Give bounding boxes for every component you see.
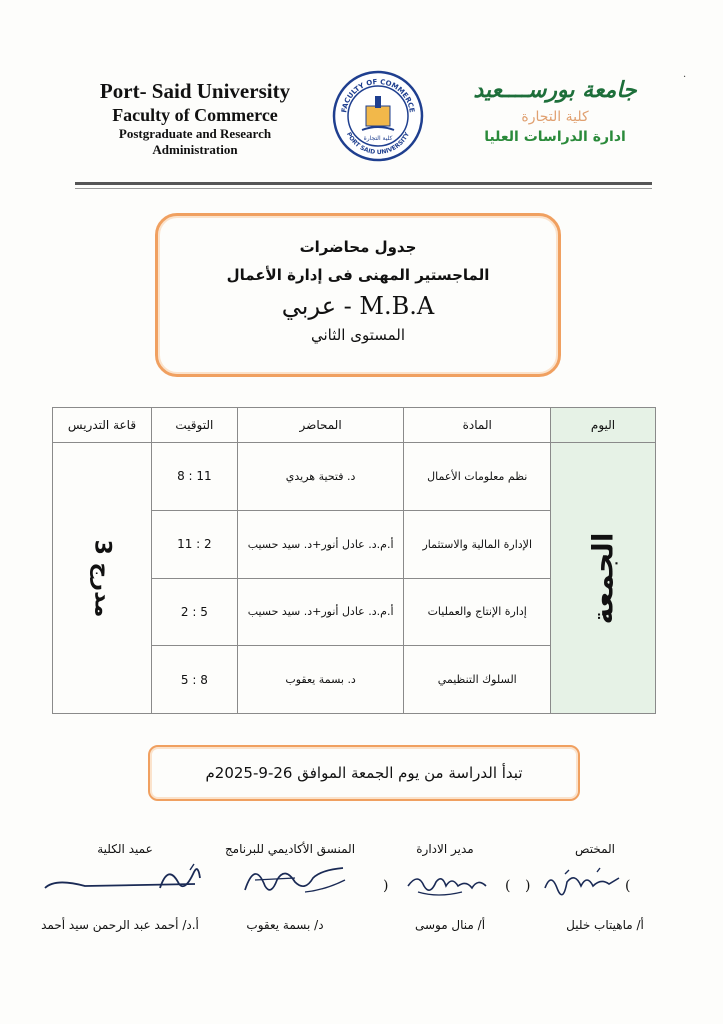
time-cell: 11 : 2 [151, 510, 237, 578]
room-cell [53, 443, 152, 714]
seal-top-text: FACULTY OF COMMERCE [340, 77, 416, 114]
specialist-signature [535, 862, 635, 906]
time-cell: 2 : 5 [151, 578, 237, 646]
paren-open: ) [525, 878, 531, 894]
title-line-4: المستوى الثاني [310, 326, 406, 344]
director-signature [400, 862, 500, 906]
admin-line1-en: Postgraduate and Research [118, 126, 272, 141]
header-room: قاعة التدريس [53, 408, 152, 443]
header-lecturer: المحاضر [237, 408, 404, 443]
lecturer-cell: أ.م.د. عادل أنور+د. سيد حسيب [237, 510, 404, 578]
paren-open: ) [383, 878, 389, 894]
subject-cell: إدارة الإنتاج والعمليات [404, 578, 551, 646]
schedule-title-box [155, 213, 561, 377]
coordinator-name: د/ بسمة يعقوب [246, 918, 324, 932]
faculty-name-en: Faculty of Commerce [112, 105, 278, 125]
header-divider [75, 182, 652, 185]
coordinator-title: المنسق الأكاديمي للبرنامج [224, 842, 356, 856]
specialist-name: أ/ ماهيتاب خليل [566, 918, 644, 932]
admin-line2-en: Administration [152, 142, 238, 157]
dean-name: أ.د/ أحمد عبد الرحمن سيد أحمد [41, 918, 199, 932]
seal-center-text: كلية التجارة [363, 135, 393, 142]
paren-close: ( [505, 878, 511, 894]
faculty-seal-logo [332, 70, 424, 162]
lecturer-cell: أ.م.د. عادل أنور+د. سيد حسيب [237, 578, 404, 646]
corner-mark: · [683, 72, 687, 83]
title-line-2: الماجستير المهنى فى إدارة الأعمال [226, 266, 490, 284]
room-label: مدرج 3 [89, 539, 115, 617]
schedule-table [52, 407, 656, 714]
title-line-3: M.B.A - عربي [281, 292, 435, 320]
day-label: الجمعة [586, 532, 620, 624]
director-name: أ/ منال موسى [414, 918, 486, 932]
university-name-ar: جامعة بورســــعيد [473, 78, 637, 103]
table-header-row [53, 408, 656, 443]
seal-bottom-text: PORT SAID UNIVERSITY [344, 131, 412, 157]
time-cell: 5 : 8 [151, 646, 237, 714]
subject-cell: الإدارة المالية والاستثمار [404, 510, 551, 578]
lecturer-cell: د. فتحية هريدي [237, 443, 404, 511]
coordinator-signature [235, 858, 355, 906]
lecturer-cell: د. بسمة يعقوب [237, 646, 404, 714]
header-time: التوقيت [151, 408, 237, 443]
dean-title: عميد الكلية [97, 842, 153, 856]
specialist-title: المختص [575, 842, 615, 856]
header-arabic-block [440, 78, 670, 145]
header-day: اليوم [551, 408, 656, 443]
university-name-en: Port- Said University [99, 79, 291, 103]
header-english-block [60, 78, 330, 158]
time-cell: 8 : 11 [151, 443, 237, 511]
start-date-notice: تبدأ الدراسة من يوم الجمعة الموافق 26-9-2025م [148, 745, 580, 801]
title-line-1: جدول محاضرات [299, 238, 417, 256]
paren-close: ( [625, 878, 631, 894]
faculty-name-ar: كلية التجارة [521, 109, 589, 125]
subject-cell: السلوك التنظيمي [404, 646, 551, 714]
header-divider-thin [75, 188, 652, 189]
table-row [53, 443, 656, 511]
subject-cell: نظم معلومات الأعمال [404, 443, 551, 511]
director-title: مدير الادارة [416, 842, 474, 856]
dean-signature [40, 858, 205, 906]
day-cell [551, 443, 656, 714]
header-subject: المادة [404, 408, 551, 443]
admin-name-ar: ادارة الدراسات العليا [484, 129, 626, 145]
